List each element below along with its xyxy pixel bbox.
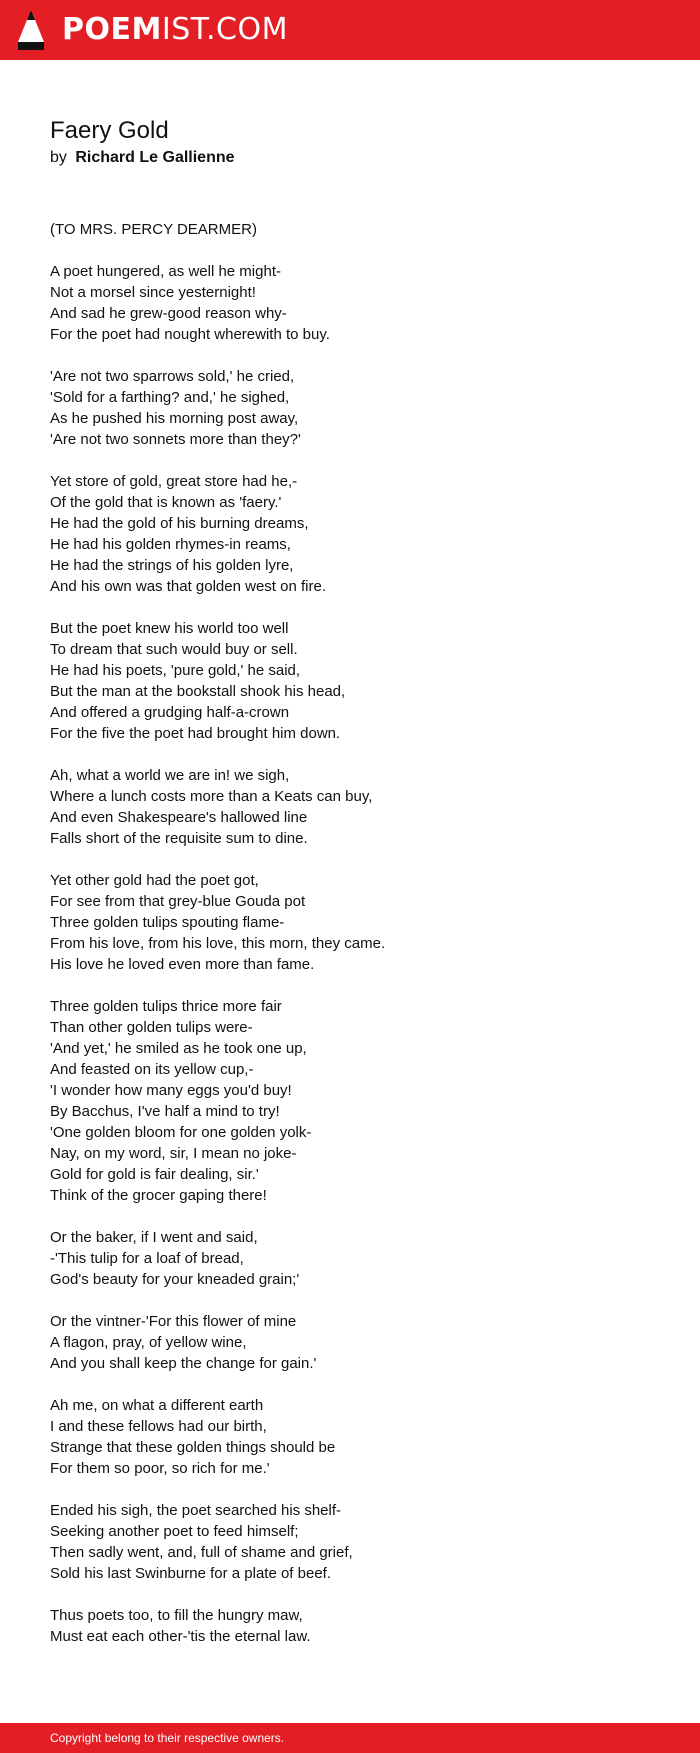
poem-line: And sad he grew-good reason why- [50,305,287,322]
poem-line: 'And yet,' he smiled as he took one up, [50,1040,307,1057]
poem-line: Strange that these golden things should be [50,1439,336,1456]
poem-line: Then sadly went, and, full of shame and grief, [50,1544,353,1561]
poem-line: Think of the grocer gaping there! [50,1187,267,1204]
poem-line: Nay, on my word, sir, I mean no joke- [50,1145,297,1162]
copyright-text: Copyright belong to their respective owners. [50,1731,285,1745]
pencil-tip-icon[interactable] [18,10,44,50]
poem-line: He had his golden rhymes-in reams, [50,536,291,553]
stanza-break [50,450,670,471]
stanza-break [50,849,670,870]
poem-line: Three golden tulips thrice more fair [50,998,282,1015]
by-label: by [50,149,67,166]
poem-line: God's beauty for your kneaded grain;' [50,1271,300,1288]
poem-line: For the five the poet had brought him down. [50,725,341,742]
poem-line: But the man at the bookstall shook his head, [50,683,346,700]
poem-line: Yet other gold had the poet got, [50,872,259,889]
stanza-break [50,975,670,996]
poem-line: For the poet had nought wherewith to buy. [50,326,330,343]
poem-line: His love he loved even more than fame. [50,956,315,973]
poem-body [50,219,670,1647]
poem-line: -'This tulip for a loaf of bread, [50,1250,244,1267]
byline [50,148,235,168]
poem-line: And you shall keep the change for gain.' [50,1355,317,1372]
poem-title: Faery Gold [50,117,169,144]
poem-line: Three golden tulips spouting flame- [50,914,285,931]
site-header [0,0,700,60]
poem-line: And even Shakespeare's hallowed line [50,809,308,826]
poem-line: Sold his last Swinburne for a plate of beef. [50,1565,332,1582]
poem-line: Or the vintner-'For this flower of mine [50,1313,297,1330]
poem-line: Of the gold that is known as 'faery.' [50,494,282,511]
poem-line: And feasted on its yellow cup,- [50,1061,254,1078]
poem-line: Yet store of gold, great store had he,- [50,473,298,490]
poem-line: Ah, what a world we are in! we sigh, [50,767,290,784]
poem-line: Ah me, on what a different earth [50,1397,264,1414]
poem-line: As he pushed his morning post away, [50,410,299,427]
poem-line: For see from that grey-blue Gouda pot [50,893,306,910]
brand-light: IST.COM [161,12,288,47]
poem-line: For them so poor, so rich for me.' [50,1460,270,1477]
stanza-break [50,1479,670,1500]
poem-line: Thus poets too, to fill the hungry maw, [50,1607,303,1624]
poem-line: Falls short of the requisite sum to dine. [50,830,308,847]
poem-line: To dream that such would buy or sell. [50,641,298,658]
poem-line: 'Sold for a farthing? and,' he sighed, [50,389,290,406]
stanza-break [50,345,670,366]
poem-line: 'I wonder how many eggs you'd buy! [50,1082,292,1099]
stanza-break [50,1374,670,1395]
poem-line: Gold for gold is fair dealing, sir.' [50,1166,259,1183]
poem-line: But the poet knew his world too well [50,620,289,637]
poem-line: A poet hungered, as well he might- [50,263,281,280]
poem-line: Seeking another poet to feed himself; [50,1523,299,1540]
poem-line: Must eat each other-'tis the eternal law. [50,1628,311,1645]
stanza-break [50,1290,670,1311]
poem-line: Where a lunch costs more than a Keats can buy, [50,788,373,805]
stanza-break [50,1584,670,1605]
poem-line: He had his poets, 'pure gold,' he said, [50,662,301,679]
site-logo[interactable] [62,13,288,47]
poem-line: 'Are not two sonnets more than they?' [50,431,301,448]
author-name: Richard Le Gallienne [75,149,235,166]
poem-line: From his love, from his love, this morn, they came. [50,935,386,952]
poem-line: 'Are not two sparrows sold,' he cried, [50,368,295,385]
poem-line: He had the strings of his golden lyre, [50,557,294,574]
poem-line: Not a morsel since yesternight! [50,284,256,301]
stanza-break [50,597,670,618]
poem-line: By Bacchus, I've half a mind to try! [50,1103,280,1120]
poem-line: (TO MRS. PERCY DEARMER) [50,221,257,238]
poem-line: A flagon, pray, of yellow wine, [50,1334,247,1351]
poem-line: And offered a grudging half-a-crown [50,704,290,721]
stanza-break [50,744,670,765]
brand-bold: POEM [62,12,162,47]
poem-line: And his own was that golden west on fire. [50,578,326,595]
site-footer [0,1723,700,1753]
poem-line: 'One golden bloom for one golden yolk- [50,1124,312,1141]
poem-line: Or the baker, if I went and said, [50,1229,258,1246]
poem-line: Than other golden tulips were- [50,1019,253,1036]
poem-line: Ended his sigh, the poet searched his shelf- [50,1502,342,1519]
poem-line: I and these fellows had our birth, [50,1418,267,1435]
stanza-break [50,1206,670,1227]
poem-line: He had the gold of his burning dreams, [50,515,309,532]
stanza-break [50,240,670,261]
